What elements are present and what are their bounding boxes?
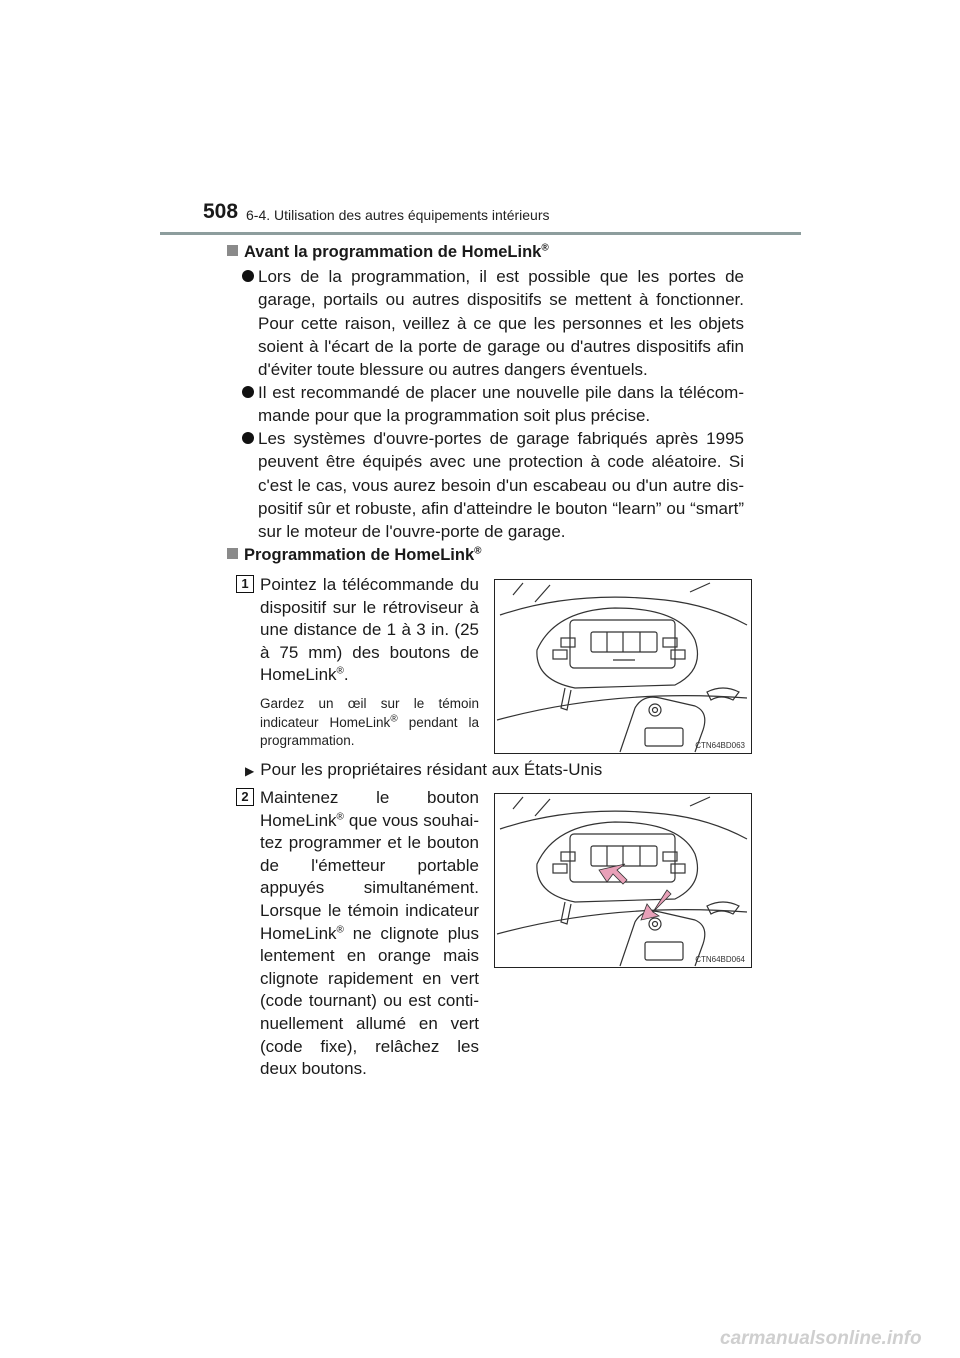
header-rule [160, 232, 801, 235]
step-number-2: 2 [236, 788, 254, 806]
square-bullet-icon [227, 245, 238, 256]
figure-code: CTN64BD063 [695, 741, 745, 750]
bullet-dot-icon [242, 432, 254, 444]
step-number-1: 1 [236, 575, 254, 593]
triangle-pointer-icon: ▶ [245, 764, 255, 778]
figure-step2 [494, 793, 752, 968]
section-title-before-programming: Avant la programmation de HomeLink® [227, 243, 549, 262]
page-number: 508 [203, 200, 239, 223]
bullet-item: Il est recommandé de placer une nouvelle pile dans la télécom-mande pour que la programmation soit plus précise. [258, 381, 744, 428]
step2-instruction: Maintenez le bouton HomeLink® que vous souhai-tez programmer et le bouton de l'émetteur portable appuyés simultanément. Lorsque le témoin indicateur HomeLink® ne clignote plus lentement en orange mais clignote rapidement en vert (code tournant) ou est conti-nuellement allumé en vert (code fixe), relâchez les deux boutons. [260, 788, 479, 1079]
bullet-item: Les systèmes d'ouvre-portes de garage fabriqués après 1995 peuvent être équipés avec une protection à code aléatoire. Si c'est le cas, vous aurez besoin d'un escabeau ou d'un autre dis-positif sûr et robuste, afin d'atteindre le bouton “learn” ou “smart” sur le moteur de l'ouvre-porte de garage. [258, 427, 744, 543]
bullet-dot-icon [242, 386, 254, 398]
bullet-dot-icon [242, 270, 254, 282]
figure-code: CTN64BD064 [695, 955, 745, 964]
section-title-programming: Programmation de HomeLink® [227, 546, 482, 565]
overhead-console-press-illustration [495, 794, 751, 967]
bullet-item: Lors de la programmation, il est possible que les portes de garage, portails ou autres dispositifs se mettent à fonctionner. Pour cette raison, veillez à ce que les personnes et les objets soient à l'écart de la porte de garage ou d'autres dispositifs afin d'éviter toute blessure ou autres dangers éventuels. [258, 265, 744, 381]
owners-note: ▶ Pour les propriétaires résidant aux États-Unis [245, 760, 603, 779]
step1-note: Gardez un œil sur le témoin indicateur HomeLink® pendant la programmation. [260, 696, 479, 749]
step1-instruction: Pointez la télécommande du dispositif sur le rétroviseur à une distance de 1 à 3 in. (25 à 75 mm) des boutons de HomeLink®. [260, 575, 479, 685]
overhead-console-illustration [495, 580, 751, 753]
figure-step1 [494, 579, 752, 754]
chapter-title: 6-4. Utilisation des autres équipements intérieurs [246, 207, 550, 223]
press-arrow-icon [599, 864, 627, 884]
press-arrow-icon [641, 890, 671, 920]
square-bullet-icon [227, 548, 238, 559]
watermark: carmanualsonline.info [720, 1328, 922, 1349]
